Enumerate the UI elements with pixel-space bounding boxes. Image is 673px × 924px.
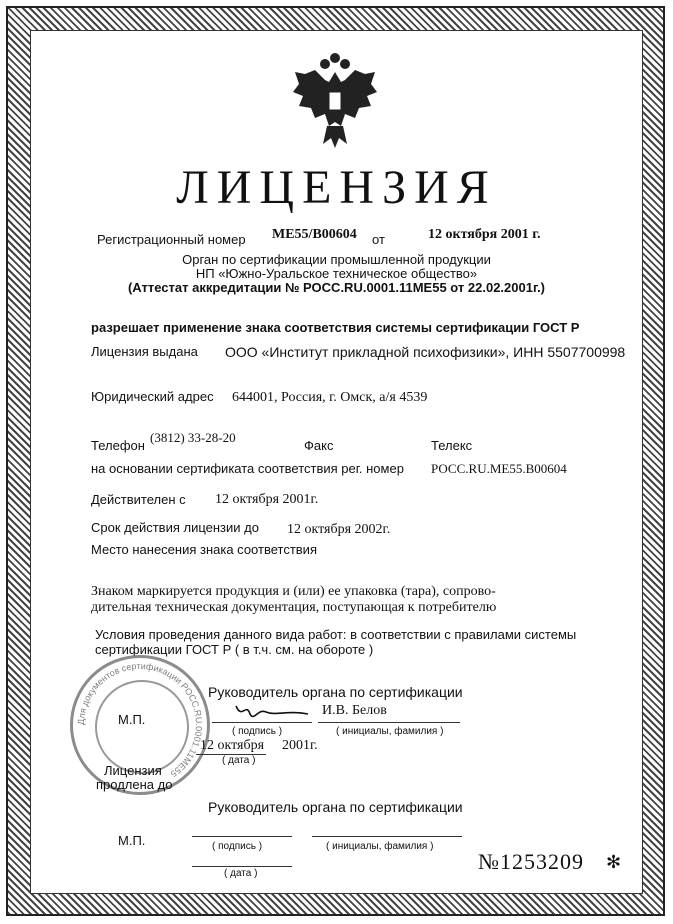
sub-signature-2: ( подпись ) (212, 841, 263, 852)
sub-date: ( дата ) (222, 755, 256, 766)
sub-initials-2: ( инициалы, фамилия ) (326, 841, 434, 852)
serial-number: №1253209 (478, 849, 584, 874)
head-label-2: Руководитель органа по сертификации (208, 799, 463, 815)
permits-text: разрешает применение знака соответствия системы сертификации ГОСТ Р (91, 320, 580, 335)
mp-label: М.П. (118, 712, 146, 727)
signature-line-2 (192, 836, 292, 837)
conditions-line-2: сертификации ГОСТ Р ( в т.ч. см. на обороте ) (95, 642, 374, 657)
organ-line-1: Орган по сертификации промышленной продукции (182, 252, 491, 267)
fax-label: Факс (304, 438, 334, 453)
organ-line-2: НП «Южно-Уральское техническое общество» (195, 266, 478, 281)
double-headed-eagle-emblem (285, 52, 385, 152)
reg-date-value: 12 октября 2001 г. (428, 227, 541, 242)
initials-line-2 (312, 836, 462, 837)
initials-line (318, 722, 460, 723)
place-label: Место нанесения знака соответствия (91, 542, 317, 557)
address-label: Юридический адрес (91, 389, 214, 404)
reg-number-label: Регистрационный номер (97, 232, 246, 247)
phone-label: Телефон (91, 438, 145, 453)
sub-signature: ( подпись ) (232, 726, 283, 737)
phone-value: (3812) 33-28-20 (150, 430, 236, 445)
mp-label-2: М.П. (118, 833, 146, 848)
extended-line-1: Лицензия (104, 763, 162, 778)
handwritten-signature (232, 700, 312, 724)
signature-line (212, 722, 312, 723)
reg-number-value: ME55/B00604 (272, 227, 357, 242)
signature-name: И.В. Белов (322, 703, 387, 718)
term-label: Срок действия лицензии до (91, 520, 259, 535)
sign-year: 2001г. (282, 738, 318, 753)
document-title: ЛИЦЕНЗИЯ (176, 161, 497, 214)
sub-initials: ( инициалы, фамилия ) (336, 726, 444, 737)
sub-date-2: ( дата ) (224, 868, 258, 879)
valid-from-label: Действителен с (91, 492, 186, 507)
basis-value: РОСС.RU.ME55.B00604 (431, 461, 567, 476)
basis-label: на основании сертификата соответствия рег. номер (91, 461, 404, 476)
serial-mark-icon: ✻ (606, 852, 622, 872)
head-label: Руководитель органа по сертификации (208, 684, 463, 700)
valid-from-value: 12 октября 2001г. (215, 492, 319, 507)
organ-line-3: (Аттестат аккредитации № РОСС.RU.0001.11МЕ55 от 22.02.2001г.) (127, 280, 546, 295)
marking-line-1: Знаком маркируется продукция и (или) ее упаковка (тара), сопрово- (91, 584, 496, 599)
issued-label: Лицензия выдана (91, 344, 198, 359)
term-value: 12 октября 2002г. (287, 522, 391, 537)
reg-from-label: от (372, 232, 385, 247)
sign-date: 12 октября (200, 738, 265, 753)
conditions-line-1: Условия проведения данного вида работ: в соответствии с правилами системы (95, 627, 577, 642)
issued-value: ООО «Институт прикладной психофизики», ИНН 5507700998 (225, 344, 626, 360)
address-value: 644001, Россия, г. Омск, а/я 4539 (232, 390, 428, 405)
extended-line-2: продлена до (96, 777, 173, 792)
telex-label: Телекс (431, 438, 473, 453)
marking-line-2: дительная техническая документация, поступающая к потребителю (91, 600, 497, 615)
date-line-2 (192, 866, 292, 867)
stamp-text: Для документов сертификации РОСС.RU.0001.11МЕ55 (75, 660, 205, 780)
